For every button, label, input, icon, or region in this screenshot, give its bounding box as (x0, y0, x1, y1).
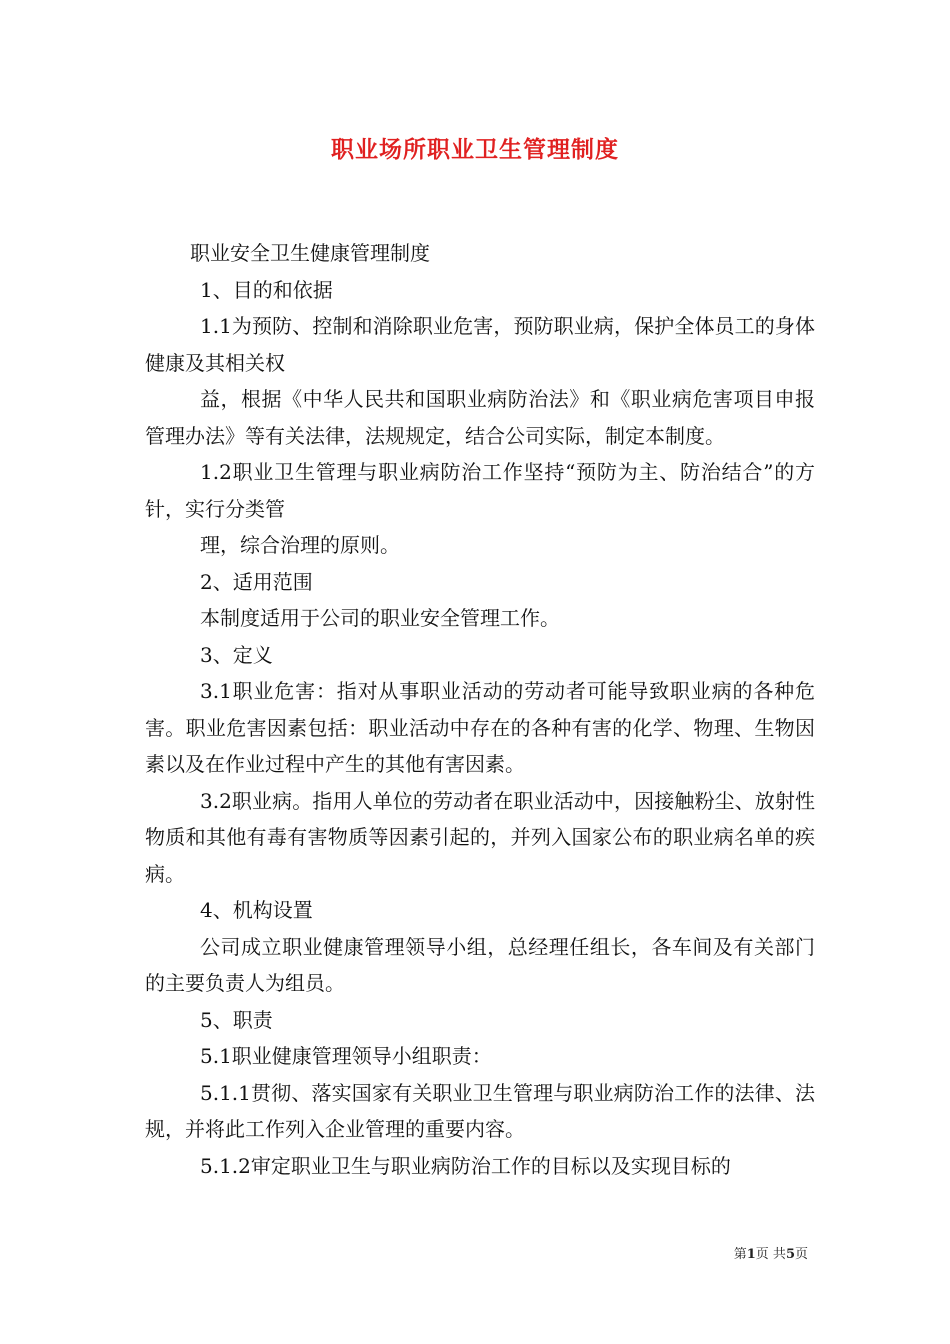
paragraph: 5.1职业健康管理领导小组职责： (200, 1044, 492, 1068)
footer-suffix: 页 (794, 1247, 808, 1262)
paragraph: 理，综合治理的原则。 (200, 533, 400, 557)
section-heading: 4、机构设置 (200, 898, 313, 922)
page-footer (0, 1246, 808, 1264)
paragraph: 1.2职业卫生管理与职业病防治工作坚持“预防为主、防治结合”的方针，实行分类管 (145, 460, 815, 521)
paragraph: 3.1职业危害：指对从事职业活动的劳动者可能导致职业病的各种危害。职业危害因素包括：职业活动中存在的各种有害的化学、物理、生物因素以及在作业过程中产生的其他有害因素。 (145, 679, 815, 776)
section-heading: 3、定义 (200, 642, 273, 667)
paragraph: 1.1为预防、控制和消除职业危害，预防职业病，保护全体员工的身体健康及其相关权 (145, 314, 815, 375)
paragraph: 益，根据《中华人民共和国职业病防治法》和《职业病危害项目申报管理办法》等有关法律，法规规定，结合公司实际，制定本制度。 (145, 387, 815, 448)
paragraph: 5.1.1贯彻、落实国家有关职业卫生管理与职业病防治工作的法律、法规，并将此工作列入企业管理的重要内容。 (145, 1080, 815, 1141)
footer-current-page: 1 (746, 1247, 756, 1262)
document-title: 职业场所职业卫生管理制度 (331, 136, 619, 163)
document-body (145, 235, 815, 1184)
paragraph: 职业安全卫生健康管理制度 (190, 241, 430, 265)
footer-prefix: 第 (733, 1247, 747, 1262)
footer-middle: 页 共 (755, 1247, 786, 1262)
paragraph: 本制度适用于公司的职业安全管理工作。 (200, 606, 560, 630)
footer-total-pages: 5 (785, 1247, 795, 1262)
section-heading: 2、适用范围 (200, 569, 313, 594)
paragraph: 3.2职业病。指用人单位的劳动者在职业活动中，因接触粉尘、放射性物质和其他有毒有害物质等因素引起的，并列入国家公布的职业病名单的疾病。 (145, 788, 815, 886)
paragraph: 公司成立职业健康管理领导小组，总经理任组长，各车间及有关部门的主要负责人为组员。 (145, 934, 815, 995)
section-heading: 5、职责 (200, 1007, 273, 1032)
section-heading: 1、目的和依据 (200, 277, 333, 302)
paragraph: 5.1.2审定职业卫生与职业病防治工作的目标以及实现目标的 (200, 1153, 731, 1178)
